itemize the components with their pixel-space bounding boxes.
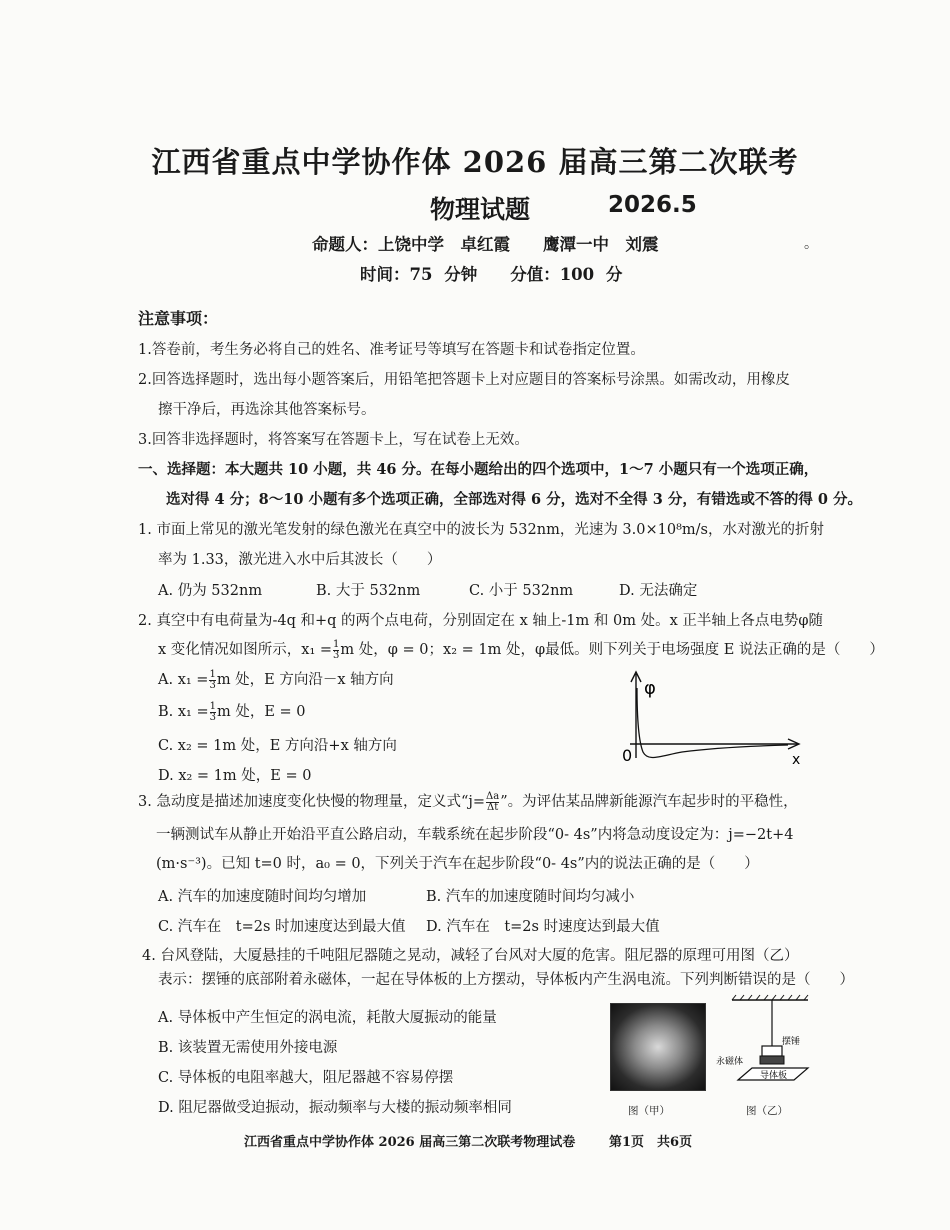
y-axis-label: φ (644, 678, 656, 699)
notice-item-2-cont: 擦干净后，再选涂其他答案标号。 (158, 402, 376, 418)
exam-date: 2026.5 (608, 192, 697, 218)
q2-option-a (158, 668, 394, 691)
q2-option-b-prefix: B. x₁ = (158, 704, 209, 720)
q4-option-a: A. 导体板中产生恒定的涡电流，耗散大厦振动的能量 (158, 1010, 497, 1026)
q4-stem-line2: 表示：摆锤的底部附着永磁体，一起在导体板的上方摆动，导体板内产生涡电流。下列判断错误的是（ ） (158, 972, 854, 988)
figure-jia-caption: 图（甲） (628, 1105, 670, 1117)
fraction-denominator: Δt (486, 801, 499, 813)
exam-authors: 命题人：上饶中学 卓红霞 鹰潭一中 刘震 (312, 235, 659, 254)
q3-option-c: C. 汽车在 t=2s 时加速度达到最大值 (158, 919, 406, 935)
notice-item-2: 2.回答选择题时，选出每小题答案后，用铅笔把答题卡上对应题目的答案标号涂黑。如需改动，用橡皮 (138, 372, 790, 388)
plate-label: 导体板 (760, 1071, 788, 1081)
q1-option-b: B. 大于 532nm (316, 583, 421, 599)
q2-option-d: D. x₂ = 1m 处，E = 0 (158, 768, 312, 784)
figure-yi-caption: 图（乙） (746, 1105, 788, 1117)
permanent-magnet (760, 1056, 784, 1064)
fraction-denominator: 3 (209, 679, 216, 691)
notice-item-1: 1.答卷前，考生务必将自己的姓名、准考证号等填写在答题卡和试卷指定位置。 (138, 342, 645, 358)
stray-mark: 。 (804, 236, 818, 252)
q1-stem-line1: 1. 市面上常见的激光笔发射的绿色激光在真空中的波长为 532nm，光速为 3.0×10⁸m/s，水对激光的折射 (138, 522, 824, 538)
q3-stem-line1 (138, 790, 798, 813)
q4-option-d: D. 阻尼器做受迫振动，振动频率与大楼的振动频率相同 (158, 1100, 512, 1116)
fraction-numerator: 1 (209, 700, 216, 712)
q1-stem-line2: 率为 1.33，激光进入水中后其波长（ ） (158, 552, 442, 568)
q4-stem-line1: 4. 台风登陆，大厦悬挂的千吨阻尼器随之晃动，减轻了台风对大厦的危害。阻尼器的原理可用图（乙） (142, 948, 799, 964)
q2-option-b-suffix: m 处，E = 0 (217, 704, 306, 720)
fraction-da-dt (486, 792, 499, 813)
q1-option-d: D. 无法确定 (619, 583, 698, 599)
fraction-denominator: 3 (209, 711, 216, 723)
q4-option-b: B. 该装置无需使用外接电源 (158, 1040, 338, 1056)
origin-label: 0 (622, 746, 633, 765)
pendulum-bob (762, 1046, 782, 1056)
potential-graph (612, 668, 812, 768)
q3-stem-line1-a: 3. 急动度是描述加速度变化快慢的物理量，定义式“j= (138, 794, 485, 810)
footer-page-number: 第1页 共6页 (609, 1135, 693, 1150)
q2-option-b (158, 700, 306, 723)
q2-stem-line2-b: m 处，φ = 0；x₂ = 1m 处，φ最低。则下列关于电场强度 E 说法正确的是（ ） (340, 642, 884, 658)
q1-option-c: C. 小于 532nm (469, 583, 574, 599)
q1-option-a: A. 仍为 532nm (158, 583, 263, 599)
fraction-numerator: 1 (333, 638, 340, 650)
damper-photo (610, 1003, 706, 1091)
fraction-one-third (210, 702, 216, 723)
fraction-denominator: 3 (333, 649, 340, 661)
exam-timing: 时间：75 分钟 分值：100 分 (360, 265, 623, 284)
section1-intro-line1: 一、选择题：本大题共 10 小题，共 46 分。在每小题给出的四个选项中，1～7 小题只有一个选项正确， (138, 461, 819, 478)
x-axis-label: x (792, 752, 801, 768)
notice-heading: 注意事项： (138, 309, 219, 328)
fraction-one-third (333, 640, 339, 661)
ceiling-hatch (732, 995, 808, 1000)
q4-option-c: C. 导体板的电阻率越大，阻尼器越不容易停摆 (158, 1070, 454, 1086)
q2-stem-line2-a: x 变化情况如图所示，x₁ = (158, 642, 333, 658)
q2-stem-line2 (158, 638, 884, 661)
potential-curve (637, 688, 788, 757)
fraction-numerator: 1 (209, 668, 216, 680)
fraction-one-third (209, 670, 215, 691)
footer-title: 江西省重点中学协作体 2026 届高三第二次联考物理试卷 (244, 1135, 576, 1150)
fraction-numerator: Δa (486, 790, 500, 802)
q2-stem-line1: 2. 真空中有电荷量为-4q 和+q 的两个点电荷，分别固定在 x 轴上-1m 和 0m 处。x 正半轴上各点电势φ随 (138, 613, 824, 629)
q2-option-a-prefix: A. x₁ = (158, 672, 209, 688)
q2-option-a-suffix: m 处，E 方向沿－x 轴方向 (216, 672, 394, 688)
q2-option-c: C. x₂ = 1m 处，E 方向沿+x 轴方向 (158, 738, 397, 754)
exam-subject: 物理试题 (430, 195, 531, 224)
notice-item-3: 3.回答非选择题时，将答案写在答题卡上，写在试卷上无效。 (138, 432, 529, 448)
q3-stem-line1-b: ”。为评估某品牌新能源汽车起步时的平稳性， (500, 794, 798, 810)
q3-stem-line3: (m·s⁻³)。已知 t=0 时，a₀ = 0，下列关于汽车在起步阶段“0- 4s”内的说法正确的是（ ） (156, 856, 759, 872)
damper-diagram (712, 994, 820, 1100)
q3-option-a: A. 汽车的加速度随时间均匀增加 (158, 889, 367, 905)
magnet-label: 永磁体 (716, 1057, 744, 1067)
pendulum-label: 摆锤 (782, 1037, 801, 1047)
q3-option-b: B. 汽车的加速度随时间均匀减小 (426, 889, 635, 905)
section1-intro-line2: 选对得 4 分；8～10 小题有多个选项正确，全部选对得 6 分，选对不全得 3 分，有错选或不答的得 0 分。 (166, 491, 863, 508)
q3-stem-line2: 一辆测试车从静止开始沿平直公路启动，车载系统在起步阶段“0- 4s”内将急动度设定为：j=−2t+4 (156, 827, 794, 843)
exam-title: 江西省重点中学协作体 2026 届高三第二次联考 (151, 145, 799, 179)
q3-option-d: D. 汽车在 t=2s 时速度达到最大值 (426, 919, 660, 935)
